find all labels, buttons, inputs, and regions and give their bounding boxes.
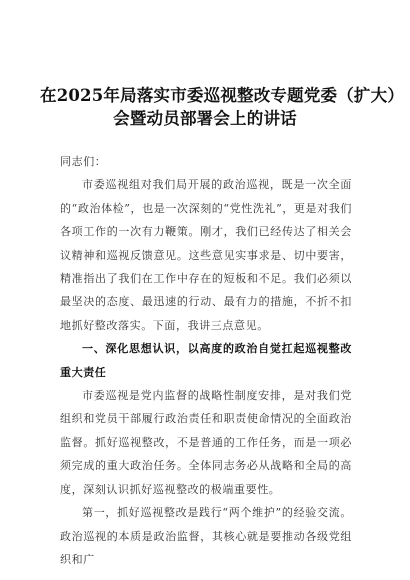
title-line-2: 会暨动员部署会上的讲话 — [113, 109, 297, 128]
document-title — [40, 84, 405, 130]
title-line-1: 在2025年局落实市委巡视整改专题党委（扩大） — [40, 86, 405, 105]
opening-paragraph: 市委巡视组对我们局开展的政治巡视，既是一次全面的“政治体检”，也是一次深刻的“党性洗礼”，更是对我们各项工作的一次有力鞭策。刚才，我们已经传达了相关会议精神和巡视反馈意见。这些意见实事求是、切中要害，精准指出了我们在工作中存在的短板和不足。我们必须以最坚决的态度、最迅速的行动、最有力的措施，不折不扣地抓好整改落实。下面，我讲三点意见。 — [60, 178, 352, 332]
salutation: 同志们： — [60, 155, 107, 168]
document-body — [60, 150, 352, 571]
section-1-heading: 一、深化思想认识，以高度的政治自觉扛起巡视整改重大责任 — [60, 342, 352, 379]
section-1-paragraph-1: 市委巡视是党内监督的战略性制度安排，是对我们党组织和党员干部履行政治责任和职责使命情况的全面政治监督。抓好巡视整改，不是普通的工作任务，而是一项必须完成的重大政治任务。全体同志务必从战略和全局的高度，深刻认识抓好巡视整改的极端重要性。 — [60, 389, 352, 496]
section-1-paragraph-2: 第一，抓好巡视整改是践行“两个维护”的经验交流。政治巡视的本质是政治监督，其核心就是要推动各级党组织和广 — [60, 506, 352, 566]
